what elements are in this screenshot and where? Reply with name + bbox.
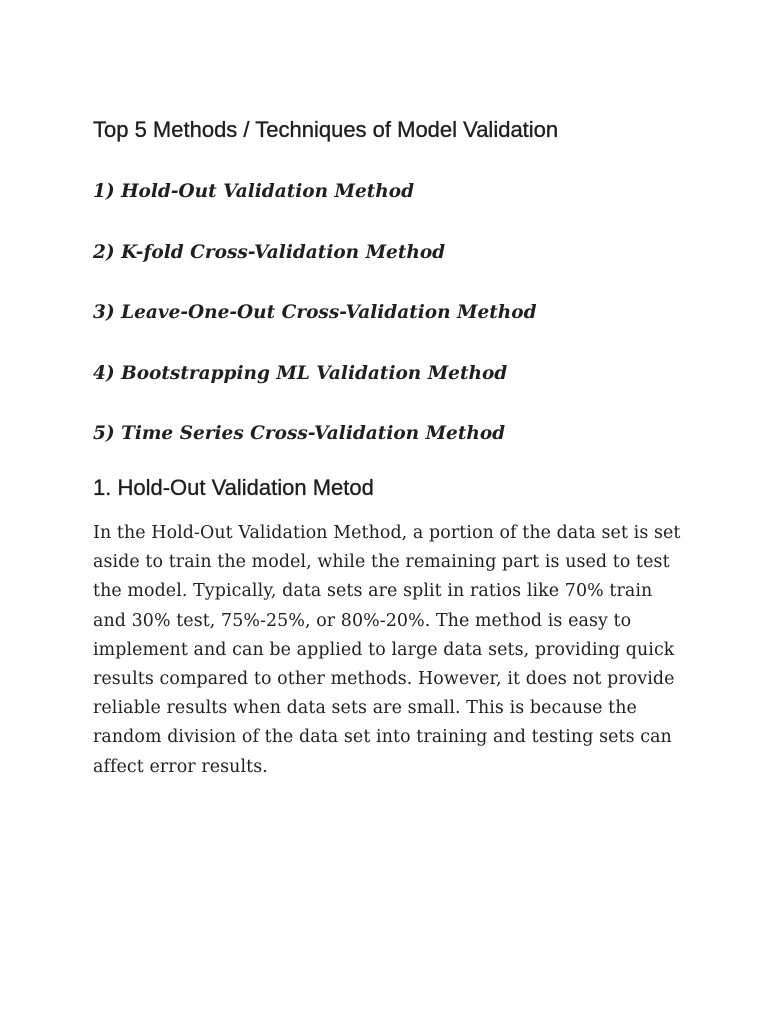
section-heading: 1. Hold-Out Validation Metod — [93, 475, 374, 500]
list-item-method-5: 5) Time Series Cross-Validation Method — [93, 423, 506, 444]
list-item-method-2: 2) K-fold Cross-Validation Method — [93, 241, 446, 263]
list-item-method-3: 3) Leave-One-Out Cross-Validation Method — [93, 302, 537, 323]
section-body-paragraph: In the Hold-Out Validation Method, a portion of the data set is set aside to train the model, while the remaining part is used to test the model. Typically, data sets are split in ratios like 70% train and 30% test, 75%-25%, or 80%-20%. The method is easy to implement and can be applied to large data sets, providing quick results compared to other methods. However, it does not provide reliable results when data sets are small. This is because the random division of the data set into training and testing sets can affect error results. — [93, 523, 681, 777]
list-item-method-4: 4) Bootstrapping ML Validation Method — [93, 362, 508, 384]
list-item-method-1: 1) Hold-Out Validation Method — [93, 181, 415, 202]
methods-list — [93, 178, 537, 481]
page-title: Top 5 Methods / Techniques of Model Validation — [93, 117, 559, 142]
